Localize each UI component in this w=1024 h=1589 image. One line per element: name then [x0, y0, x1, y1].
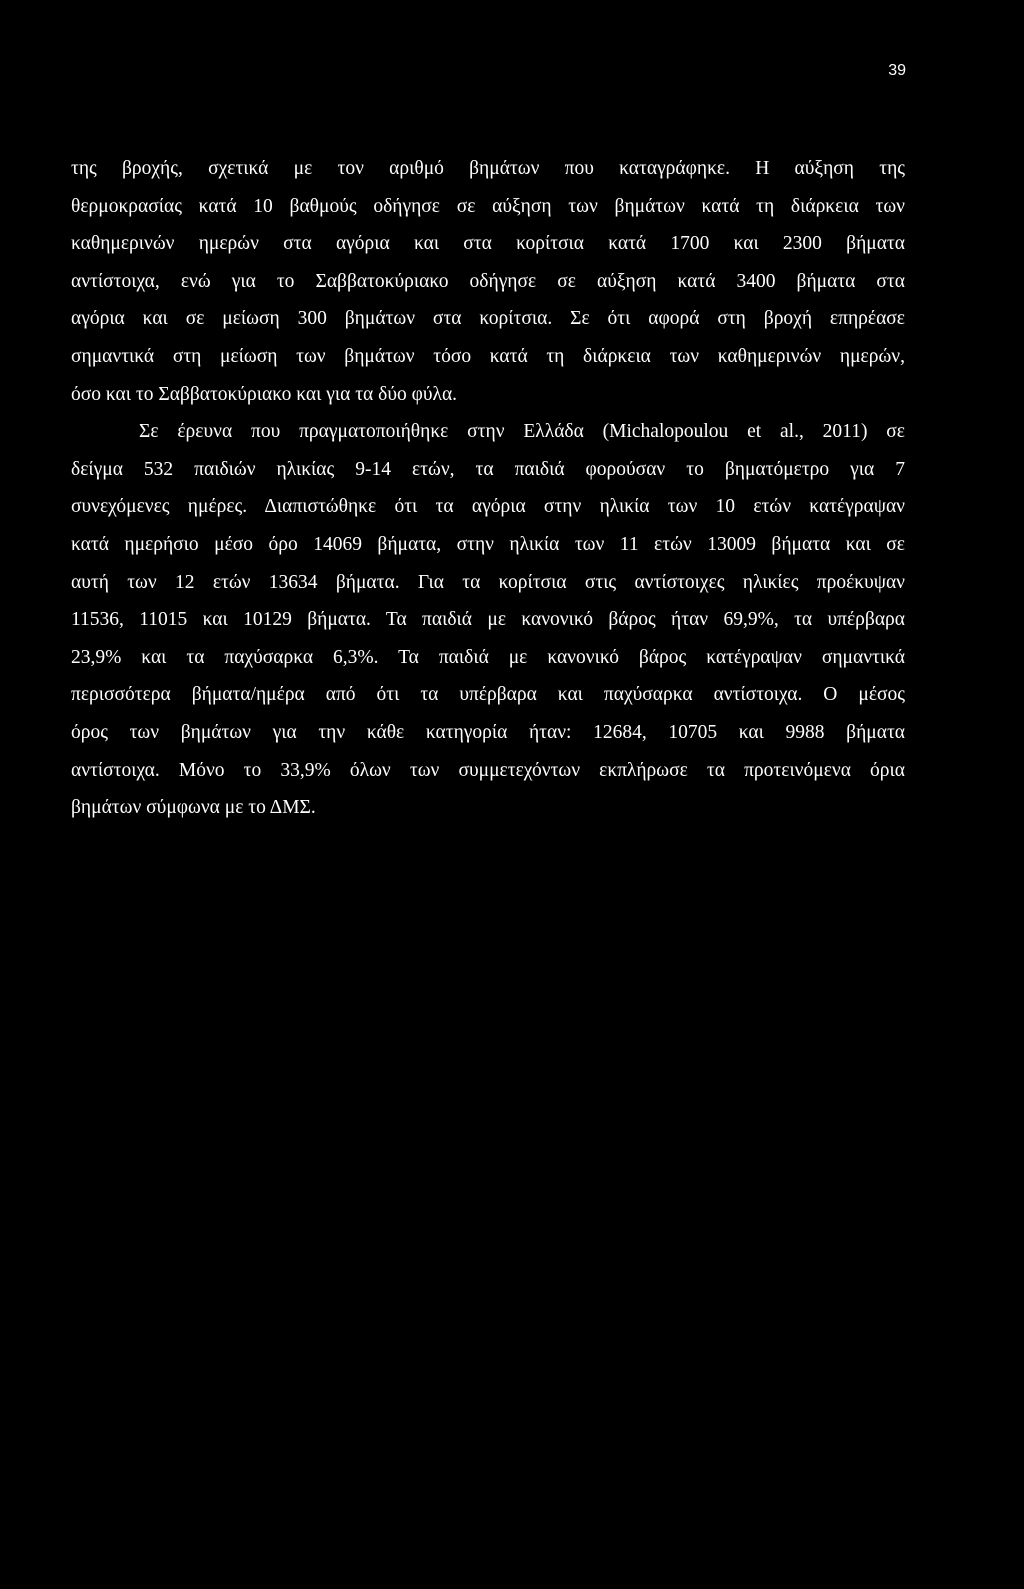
paragraph-weather-effects: [71, 150, 905, 413]
text-line: 23,9% και τα παχύσαρκα 6,3%. Τα παιδιά με κανονικό βάρος κατέγραψαν σημαντικά: [71, 646, 905, 668]
page-number: 39: [888, 62, 906, 79]
text-line: δείγμα 532 παιδιών ηλικίας 9-14 ετών, τα παιδιά φορούσαν το βηματόμετρο για 7: [71, 458, 905, 480]
text-line: 11536, 11015 και 10129 βήματα. Τα παιδιά με κανονικό βάρος ήταν 69,9%, τα υπέρβαρα: [71, 609, 905, 631]
text-line: συνεχόμενες ημέρες. Διαπιστώθηκε ότι τα αγόρια στην ηλικία των 10 ετών κατέγραψαν: [71, 496, 905, 518]
text-line: αγόρια και σε μείωση 300 βημάτων στα κορίτσια. Σε ότι αφορά στη βροχή επηρέασε: [71, 308, 905, 330]
text-line: αντίστοιχα. Μόνο το 33,9% όλων των συμμετεχόντων εκπλήρωσε τα προτεινόμενα όρια: [71, 759, 905, 781]
text-line: κατά ημερήσιο μέσο όρο 14069 βήματα, στην ηλικία των 11 ετών 13009 βήματα και σε: [71, 533, 905, 555]
text-line: καθημερινών ημερών στα αγόρια και στα κορίτσια κατά 1700 και 2300 βήματα: [71, 233, 905, 255]
text-line: της βροχής, σχετικά με τον αριθμό βημάτων που καταγράφηκε. Η αύξηση της: [71, 158, 905, 179]
text-line: αυτή των 12 ετών 13634 βήματα. Για τα κορίτσια στις αντίστοιχες ηλικίες προέκυψαν: [71, 571, 905, 593]
text-line: θερμοκρασίας κατά 10 βαθμούς οδήγησε σε αύξηση των βημάτων κατά τη διάρκεια των: [71, 195, 905, 217]
text-line: όσο και το Σαββατοκύριακο και για τα δύο φύλα.: [71, 383, 458, 405]
text-line: όρος των βημάτων για την κάθε κατηγορία ήταν: 12684, 10705 και 9988 βήματα: [71, 721, 905, 743]
text-line: βημάτων σύμφωνα με το ΔΜΣ.: [71, 797, 316, 819]
text-line: σημαντικά στη μείωση των βημάτων τόσο κατά τη διάρκεια των καθημερινών ημερών,: [71, 345, 905, 367]
text-line: Σε έρευνα που πραγματοποιήθηκε στην Ελλάδα (Michalopoulou et al., 2011) σε: [139, 421, 905, 443]
text-line: περισσότερα βήματα/ημέρα από ότι τα υπέρβαρα και παχύσαρκα αντίστοιχα. Ο μέσος: [71, 684, 905, 706]
paragraph-greece-study: [71, 413, 905, 827]
body-text: [71, 150, 905, 827]
text-line: αντίστοιχα, ενώ για το Σαββατοκύριακο οδήγησε σε αύξηση κατά 3400 βήματα στα: [71, 270, 905, 292]
